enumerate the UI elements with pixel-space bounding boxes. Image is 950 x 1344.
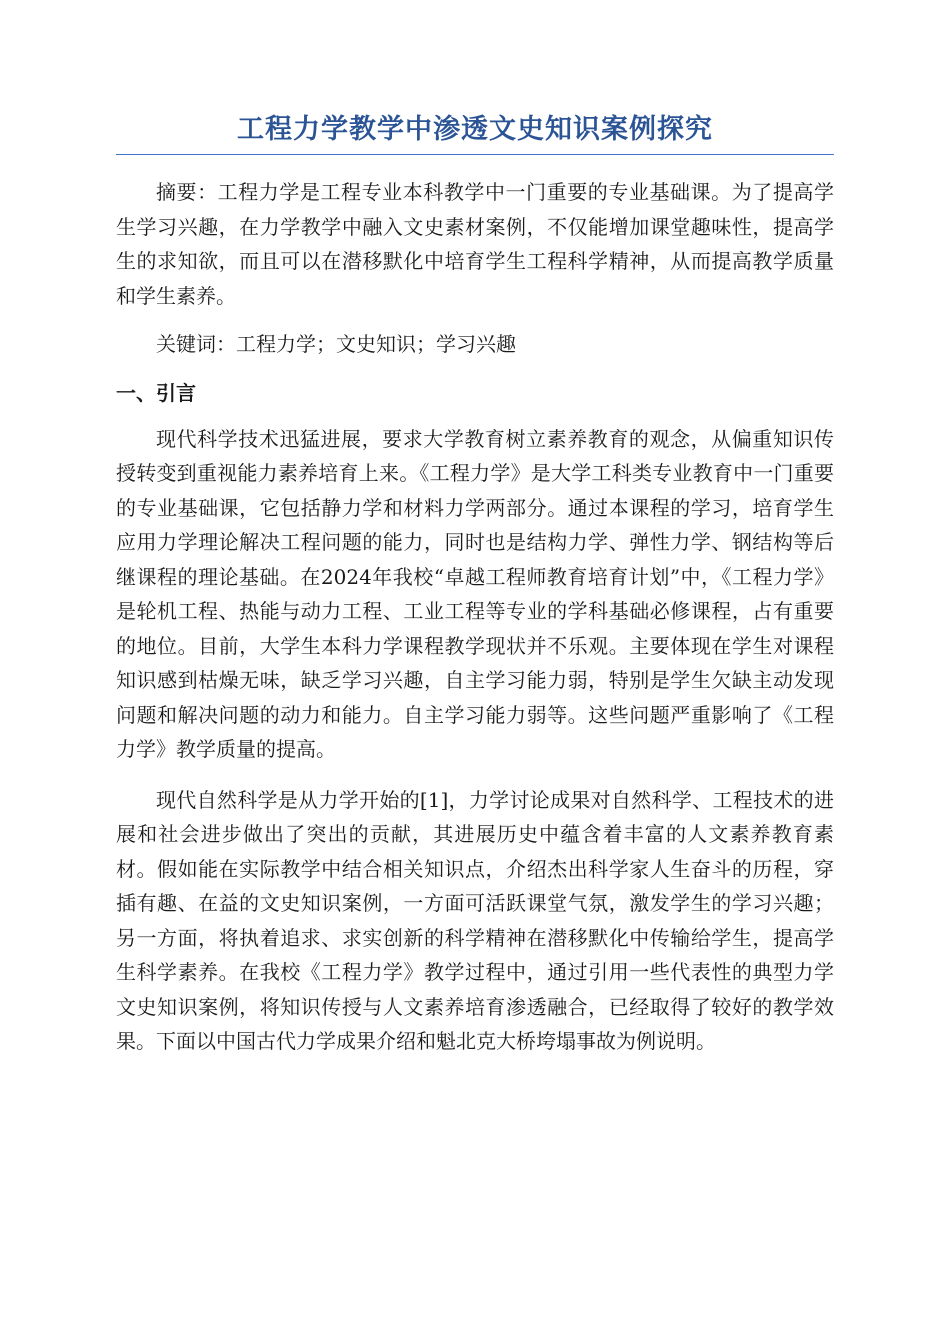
body-paragraph-1: 现代科学技术迅猛进展，要求大学教育树立素养教育的观念，从偏重知识传授转变到重视能力素养培育上来。《工程力学》是大学工科类专业教育中一门重要的专业基础课，它包括静力学和材料力学两部分。通过本课程的学习，培育学生应用力学理论解决工程问题的能力，同时也是结构力学、弹性力学、钢结构等后继课程的理论基础。在2024年我校“卓越工程师教育培育计划”中，《工程力学》是轮机工程、热能与动力工程、工业工程等专业的学科基础必修课程，占有重要的地位。目前，大学生本科力学课程教学现状并不乐观。主要体现在学生对课程知识感到枯燥无味，缺乏学习兴趣，自主学习能力弱，特别是学生欠缺主动发现问题和解决问题的动力和能力。自主学习能力弱等。这些问题严重影响了《工程力学》教学质量的提高。: [116, 426, 834, 761]
section-heading-introduction: 一、引言: [116, 380, 196, 405]
abstract-paragraph: 摘要：工程力学是工程专业本科教学中一门重要的专业基础课。为了提高学生学习兴趣，在力学教学中融入文史素材案例，不仅能增加课堂趣味性，提高学生的求知欲，而且可以在潜移默化中培育学生工程科学精神，从而提高教学质量和学生素养。: [116, 180, 834, 308]
body-paragraph-2: 现代自然科学是从力学开始的[1]，力学讨论成果对自然科学、工程技术的进展和社会进步做出了突出的贡献，其进展历史中蕴含着丰富的人文素养教育素材。假如能在实际教学中结合相关知识点，介绍杰出科学家人生奋斗的历程，穿插有趣、在益的文史知识案例，一方面可活跃课堂气氛，激发学生的学习兴趣；另一方面，将执着追求、求实创新的科学精神在潜移默化中传输给学生，提高学生科学素养。在我校《工程力学》教学过程中，通过引用一些代表性的典型力学文史知识案例，将知识传授与人文素养培育渗透融合，已经取得了较好的教学效果。下面以中国古代力学成果介绍和魁北克大桥垮塌事故为例说明。: [116, 787, 834, 1053]
document-page: [116, 108, 834, 1059]
document-title: 工程力学教学中渗透文史知识案例探究: [116, 108, 834, 155]
keywords-line: 关键词：工程力学；文史知识；学习兴趣: [156, 332, 516, 356]
